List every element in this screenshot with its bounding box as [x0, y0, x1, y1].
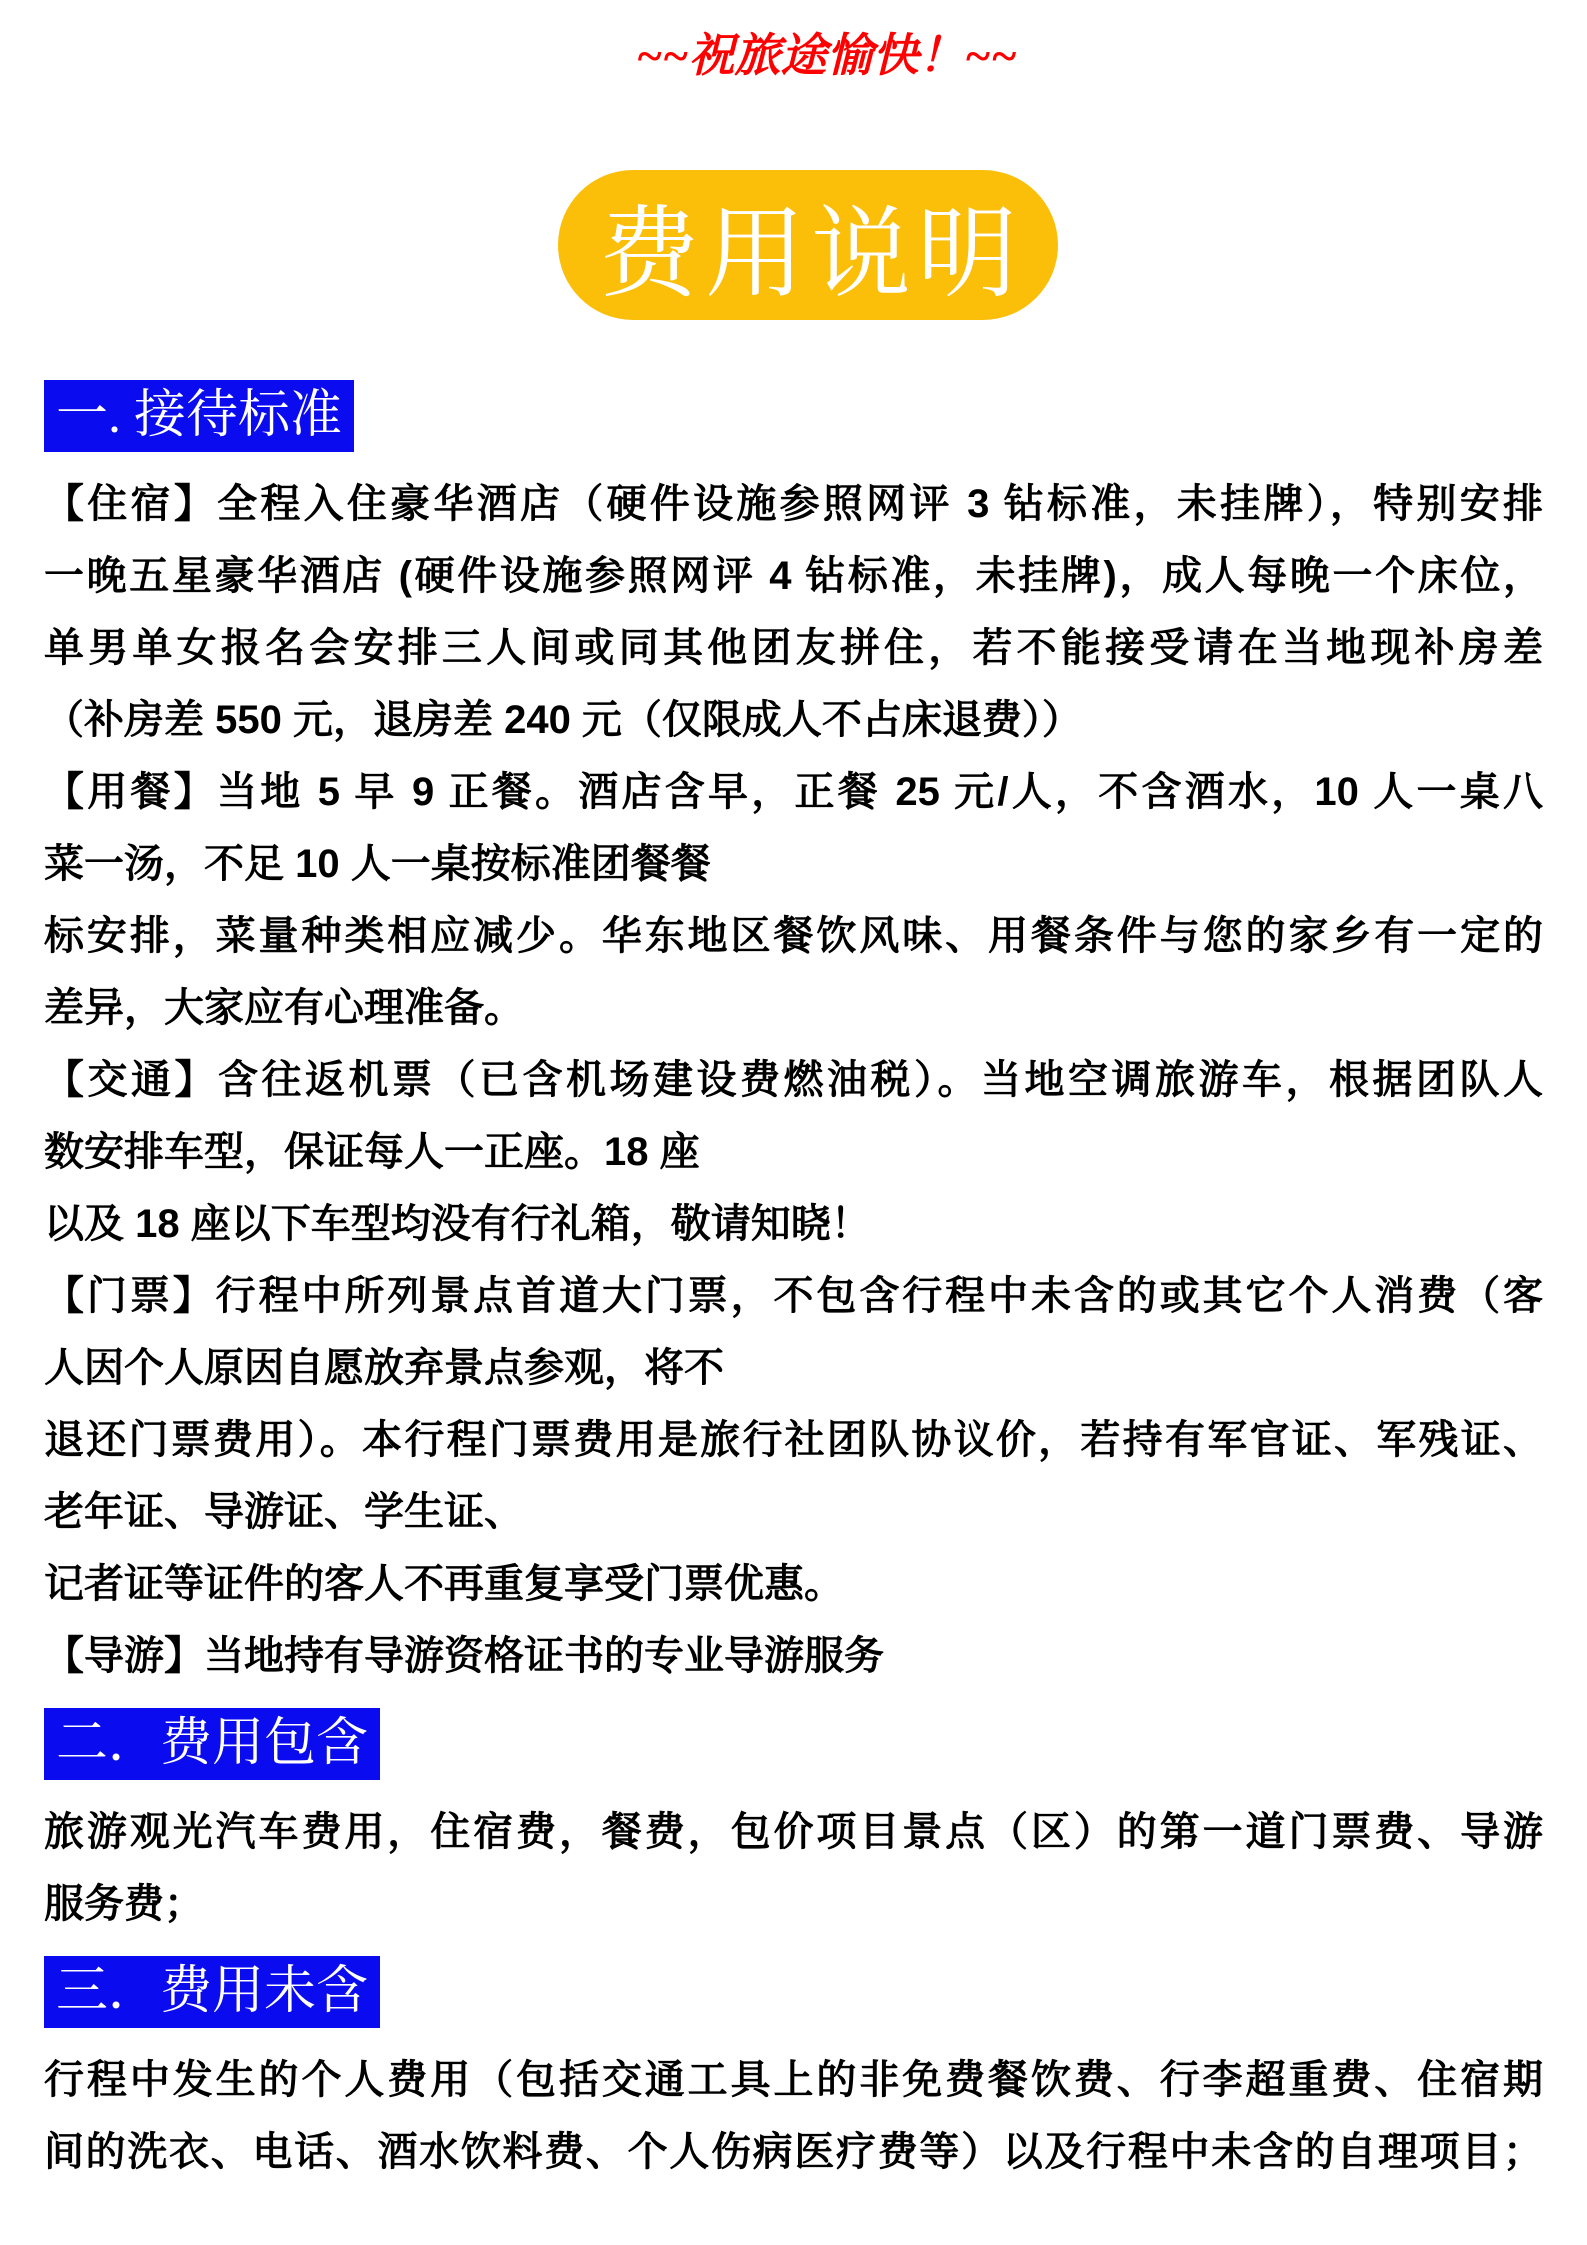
body-line: （补房差 550 元，退房差 240 元（仅限成人不占床退费））	[44, 698, 1082, 742]
body-line: 【门票】行程中所列景点首道大门票，不包含行程中未含的或其它个人消费（客	[44, 1274, 1543, 1318]
document-body	[44, 380, 1543, 2188]
body-line: 间的洗衣、电话、酒水饮料费、个人伤病医疗费等）以及行程中未含的自理项目；	[44, 2130, 1543, 2174]
body-line: 以及 18 座以下车型均没有行礼箱，敬请知晓！	[44, 1202, 871, 1246]
body-line: 一晚五星豪华酒店 (硬件设施参照网评 4 钻标准，未挂牌)，成人每晚一个床位，	[44, 554, 1543, 598]
body-line: 菜一汤，不足 10 人一桌按标准团餐餐	[44, 842, 711, 886]
body-line: 老年证、导游证、学生证、	[44, 1490, 524, 1534]
body-line: 人因个人原因自愿放弃景点参观，将不	[44, 1346, 724, 1390]
fee-title-text: 费用说明	[599, 199, 1023, 310]
fee-title-badge	[558, 170, 1058, 320]
body-line: 旅游观光汽车费用，住宿费，餐费，包价项目景点（区）的第一道门票费、导游	[44, 1810, 1543, 1854]
body-line: 【交通】含往返机票（已含机场建设费燃油税）。当地空调旅游车，根据团队人	[44, 1058, 1543, 1102]
section-heading-reception-standard: 一. 接待标准	[44, 380, 354, 452]
body-line: 【用餐】当地 5 早 9 正餐。酒店含早，正餐 25 元/人，不含酒水，10 人一桌八	[44, 770, 1543, 814]
body-line: 【住宿】全程入住豪华酒店（硬件设施参照网评 3 钻标准，未挂牌），特别安排	[44, 482, 1543, 526]
body-line: 记者证等证件的客人不再重复享受门票优惠。	[44, 1562, 844, 1606]
body-line: 差异，大家应有心理准备。	[44, 986, 524, 1030]
greeting-text: ~~祝旅途愉快！~~	[636, 30, 1017, 81]
body-line: 单男单女报名会安排三人间或同其他团友拼住，若不能接受请在当地现补房差	[44, 626, 1543, 670]
section-heading-fee-excluded: 三．费用未含	[44, 1956, 380, 2028]
body-line: 数安排车型，保证每人一正座。18 座	[44, 1130, 700, 1174]
body-line: 【导游】当地持有导游资格证书的专业导游服务	[44, 1634, 884, 1678]
body-line: 行程中发生的个人费用（包括交通工具上的非免费餐饮费、行李超重费、住宿期	[44, 2058, 1543, 2102]
body-line: 标安排，菜量种类相应减少。华东地区餐饮风味、用餐条件与您的家乡有一定的	[44, 914, 1543, 958]
section-heading-fee-included: 二．费用包含	[44, 1708, 380, 1780]
body-line: 退还门票费用）。本行程门票费用是旅行社团队协议价，若持有军官证、军残证、	[44, 1418, 1543, 1462]
body-line: 服务费；	[44, 1882, 204, 1926]
